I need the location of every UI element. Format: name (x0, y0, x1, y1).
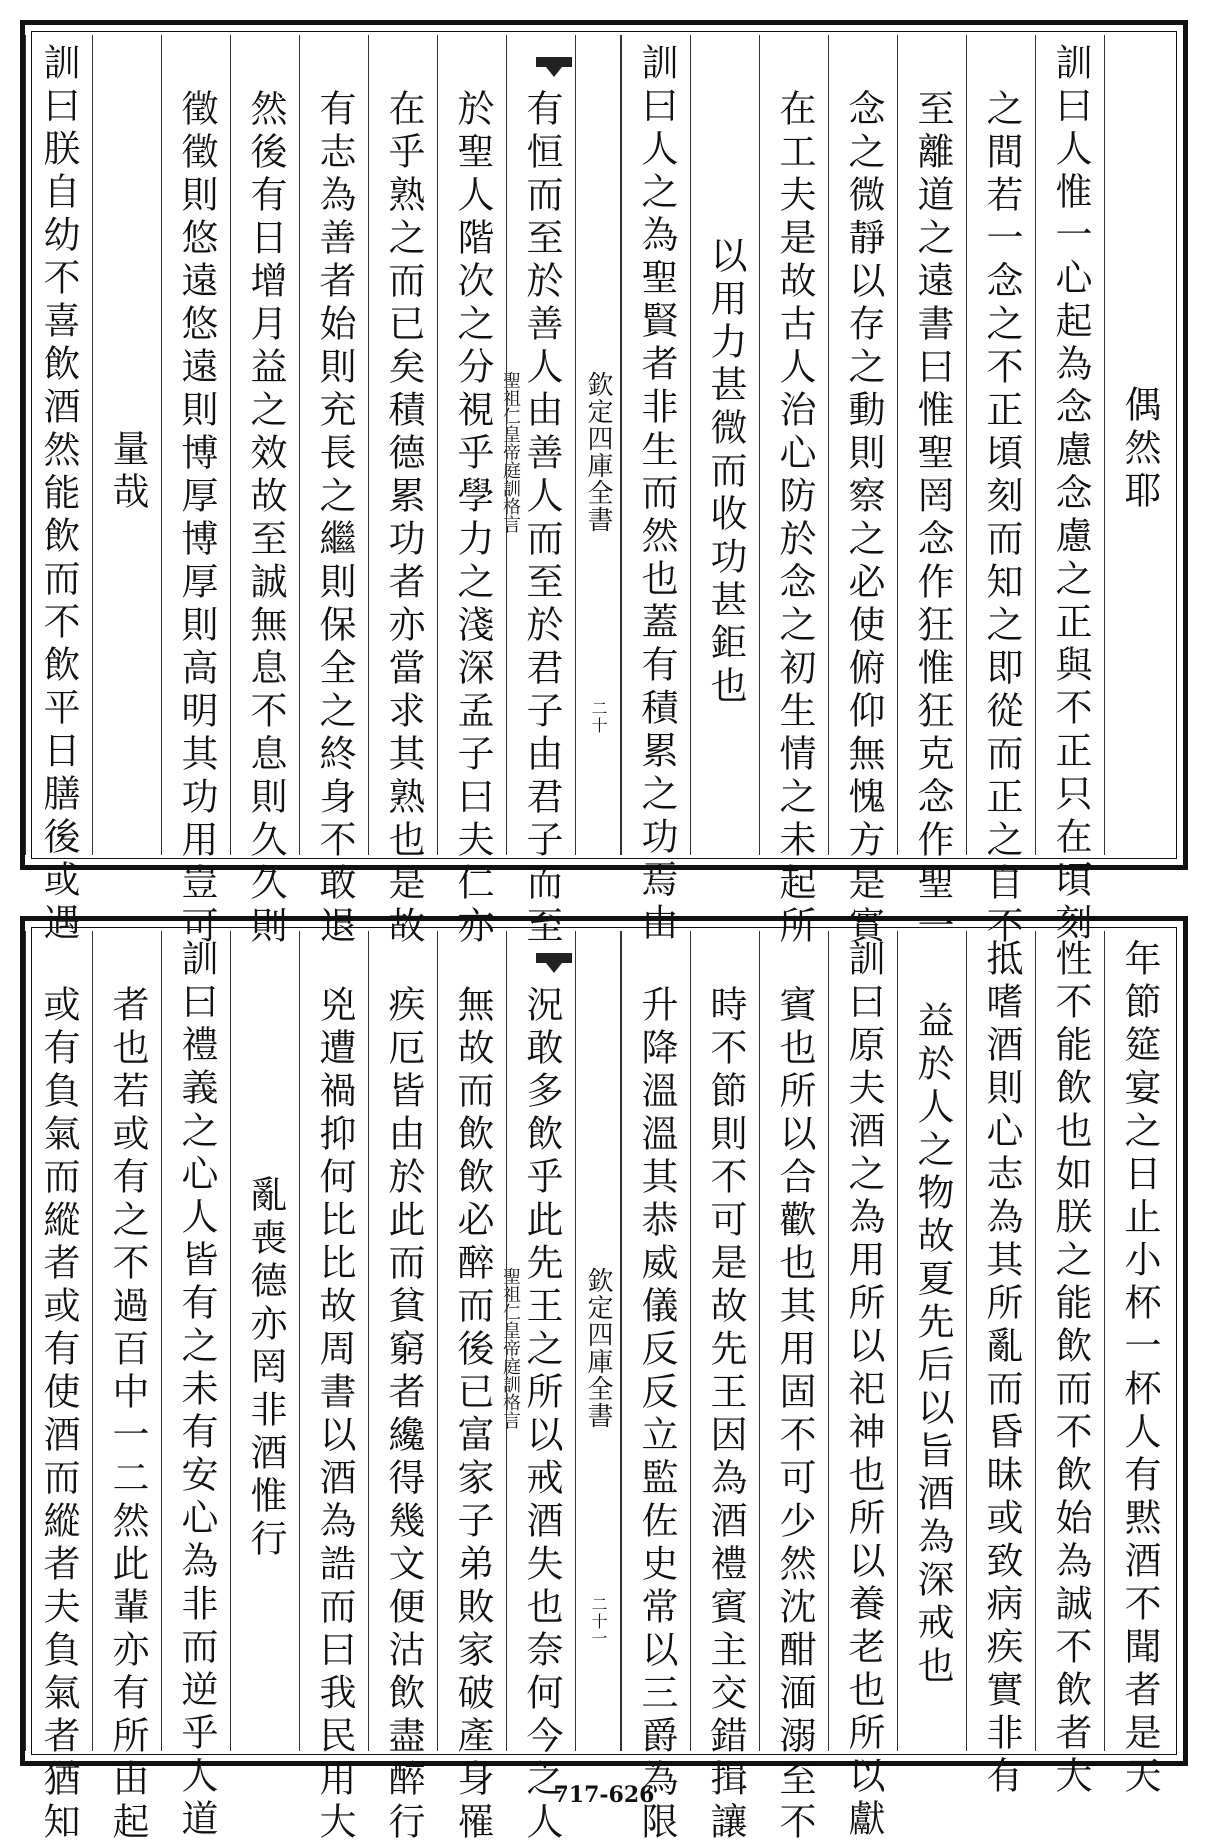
top-page (20, 20, 1188, 949)
folio-number: 二十一 (589, 1596, 608, 1647)
text-column: 或有負氣而縱者或有使酒而縱者夫負氣者猶知 (25, 931, 92, 1751)
text-column: 益於人之物故夏先后以旨酒為深戒也 (897, 931, 966, 1751)
book-title: 欽定四庫全書 (583, 1267, 613, 1429)
text-column: 然後有日增月益之效故至誠無息不息則久久則 (230, 35, 299, 855)
text-column: 量哉 (92, 35, 161, 855)
text-column: 訓曰人惟一心起為念慮念慮之正與不正只在頃刻 (1035, 35, 1104, 855)
text-column: 偶然耶 (1104, 35, 1173, 855)
text-column: 以用力甚微而收功甚鉅也 (690, 35, 759, 855)
text-column: 有志為善者始則充長之繼則保全之終身不敢退 (299, 35, 368, 855)
text-column: 在乎熟之而已矣積德累功者亦當求其熟也是故 (368, 35, 437, 855)
text-column: 訓曰原夫酒之為用所以祀神也所以養老也所以獻 (828, 931, 897, 1751)
book-title: 欽定四庫全書 (583, 371, 613, 533)
page-number: 717-626 (553, 1782, 655, 1808)
text-column: 無故而飲飲必醉而後已富家子弟敗家破產身罹 (437, 931, 506, 1751)
text-column: 抵嗜酒則心志為其所亂而昏昧或致病疾實非有 (966, 931, 1035, 1751)
text-column: 念之微靜以存之動則察之必使俯仰無愧方是實 (828, 35, 897, 855)
top-page-columns (35, 35, 1173, 949)
text-column: 至離道之遠書曰惟聖罔念作狂惟狂克念作聖一 (897, 35, 966, 855)
text-column: 者也若或有之不過百中一二然此輩亦有所由起 (92, 931, 161, 1751)
text-column: 性不能飲也如朕之能飲而不飲始為誠不飲者大 (1035, 931, 1104, 1751)
text-column: 兇遭禍抑何比比故周書以酒為誥而曰我民用大 (299, 931, 368, 1751)
section-title: 聖祖仁皇帝庭訓格言 (500, 371, 521, 533)
text-column: 在工夫是故古人治心防於念之初生情之未起所 (759, 35, 828, 855)
text-column: 時不節則不可是故先王因為酒禮賓主交錯揖讓 (690, 931, 759, 1751)
text-column: 之間若一念之不正頃刻而知之即從而正之自不 (966, 35, 1035, 855)
text-column: 訓曰人之為聖賢者非生而然也蓋有積累之功焉由 (621, 35, 690, 855)
folio-number: 二十 (589, 700, 608, 734)
text-column: 訓曰朕自幼不喜飲酒然能飲而不飲平日膳後或遇 (25, 35, 92, 855)
text-column: 賓也所以合歡也其用固不可少然沈酣湎溺至不 (759, 931, 828, 1751)
text-column: 年節筵宴之日止小杯一杯人有黙酒不聞者是天 (1104, 931, 1173, 1751)
text-column: 亂喪德亦罔非酒惟行 (230, 931, 299, 1751)
text-column: 升降溫溫其恭威儀反反立監佐史常以三爵為限 (621, 931, 690, 1751)
text-column: 訓曰禮義之心人皆有之未有安心為非而逆乎人道 (161, 931, 230, 1751)
section-title: 聖祖仁皇帝庭訓格言 (500, 1267, 521, 1429)
text-column: 況敢多飲乎此先王之所以戒酒失也奈何今之人 (506, 931, 575, 1751)
text-column: 於聖人階次之分視乎學力之淺深孟子曰夫仁亦 (437, 35, 506, 855)
text-column: 徵徵則悠遠悠遠則博厚博厚則高明其功用豈可 (161, 35, 230, 855)
text-column: 有恒而至於善人由善人而至於君子由君子而至 (506, 35, 575, 855)
text-column: 疾厄皆由於此而貧窮者纔得幾文便沽飲盡醉行 (368, 931, 437, 1751)
